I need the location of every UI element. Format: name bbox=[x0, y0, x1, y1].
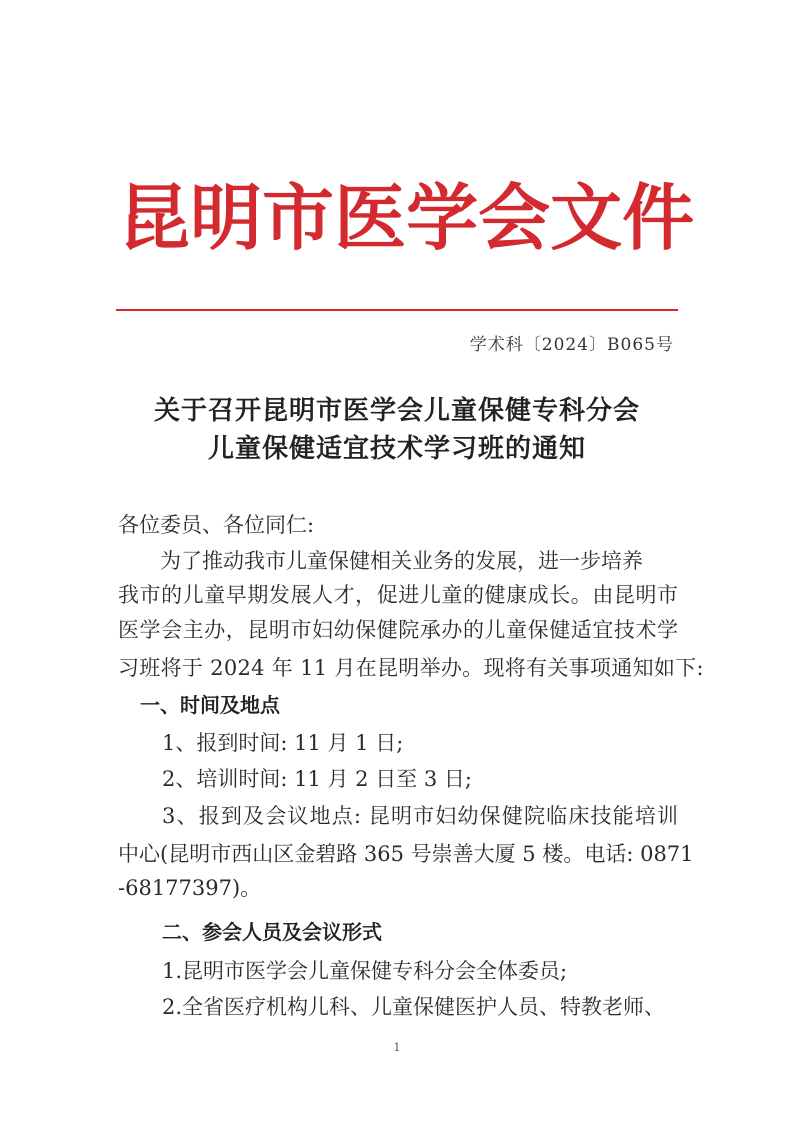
document-header-title bbox=[118, 168, 695, 268]
venue-line: 3、报到及会议地点: 昆明市妇幼保健院临床技能培训 bbox=[162, 804, 678, 828]
header-char: 市 bbox=[262, 176, 335, 260]
list-item: 1、报到时间: 11 月 1 日; bbox=[162, 731, 404, 755]
header-char: 学 bbox=[406, 176, 479, 260]
section-heading: 一、时间及地点 bbox=[140, 693, 280, 717]
notice-title-line-2: 儿童保健适宜技术学习班的通知 bbox=[207, 434, 586, 464]
salutation: 各位委员、各位同仁: bbox=[118, 513, 315, 537]
document-number: 学术科〔2024〕B065号 bbox=[469, 335, 674, 355]
header-char: 件 bbox=[622, 176, 695, 260]
header-char: 文 bbox=[550, 176, 623, 260]
list-item: 2.全省医疗机构儿科、儿童保健医护人员、特教老师、 bbox=[162, 995, 666, 1019]
list-item: 2、培训时间: 11 月 2 日至 3 日; bbox=[162, 767, 473, 791]
intro-paragraph-line: 医学会主办，昆明市妇幼保健院承办的儿童保健适宜技术学 bbox=[118, 618, 678, 642]
section-heading: 二、参会人员及会议形式 bbox=[162, 920, 382, 944]
header-divider bbox=[116, 309, 678, 311]
header-char: 昆 bbox=[118, 176, 191, 260]
venue-line: 中心(昆明市西山区金碧路 365 号崇善大厦 5 楼。电话: 0871 bbox=[118, 842, 694, 866]
header-char: 会 bbox=[478, 176, 551, 260]
venue-line: -68177397)。 bbox=[118, 876, 262, 900]
header-char: 明 bbox=[190, 176, 263, 260]
intro-paragraph-line: 为了推动我市儿童保健相关业务的发展，进一步培养 bbox=[160, 549, 643, 573]
list-item: 1.昆明市医学会儿童保健专科分会全体委员; bbox=[162, 959, 568, 983]
intro-paragraph-line: 习班将于 2024 年 11 月在昆明举办。现将有关事项通知如下: bbox=[118, 656, 704, 680]
header-char: 医 bbox=[334, 176, 407, 260]
page-number: 1 bbox=[393, 1041, 401, 1054]
notice-title-line-1: 关于召开昆明市医学会儿童保健专科分会 bbox=[153, 396, 640, 426]
intro-paragraph-line: 我市的儿童早期发展人才，促进儿童的健康成长。由昆明市 bbox=[118, 583, 678, 607]
